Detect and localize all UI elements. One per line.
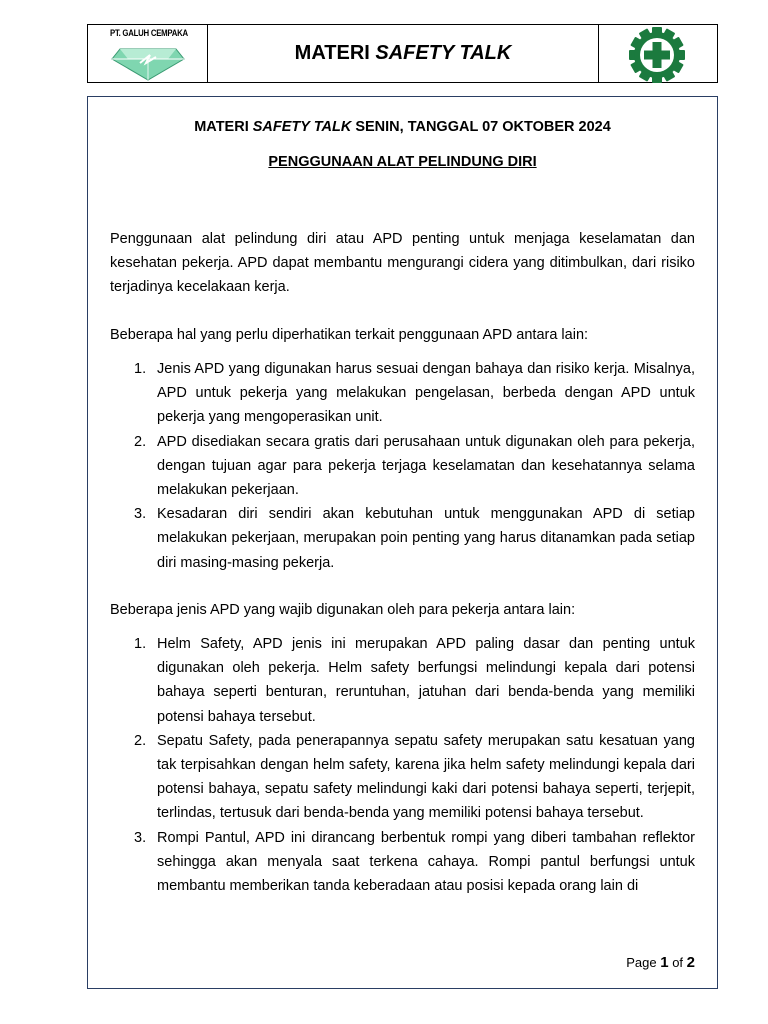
total-pages: 2 [686, 954, 695, 971]
list-item [110, 502, 695, 575]
list-number: 3. [134, 829, 147, 846]
header-title-plain: MATERI [294, 42, 376, 64]
company-logo [88, 25, 208, 82]
list-number: 1. [134, 636, 147, 652]
intro-paragraph: Penggunaan alat pelindung diri atau APD penting untuk menjaga keselamatan dan kesehatan pekerja. APD dapat membantu mengurangi cidera yang ditimbulkan, dari risiko terjadinya kecelakaan kerja. [110, 231, 695, 296]
list-item [110, 430, 695, 503]
list-item [110, 826, 695, 899]
section1-lead: Beberapa hal yang perlu diperhatikan terkait penggunaan APD antara lain: [110, 327, 589, 343]
list-item [110, 632, 695, 729]
document-title [110, 119, 695, 135]
page-word: Page [626, 955, 661, 970]
list-number: 3. [134, 506, 147, 523]
document-subtitle: PENGGUNAAN ALAT PELINDUNG DIRI [268, 154, 537, 170]
list-item [110, 357, 695, 430]
header-title-italic: SAFETY TALK [375, 42, 512, 64]
list-text: Jenis APD yang digunakan harus sesuai dengan bahaya dan risiko kerja. Misalnya, APD untuk pekerja yang melakukan pengelasan, berbeda dengan APD untuk pekerja yang mengoperasikan unit. [157, 361, 695, 426]
list-text: APD disediakan secara gratis dari perusahaan untuk digunakan oleh para pekerja, dengan tujuan agar para pekerja terjaga keselamatan dan kesehatannya selama melakukan pekerjaan. [157, 433, 695, 499]
list-text: Kesadaran diri sendiri akan kebutuhan untuk menggunakan APD di setiap melakukan pekerjaan, merupakan poin penting yang harus ditanamkan pada setiap diri masing-masing pekerja. [157, 506, 695, 571]
list-text: Helm Safety, APD jenis ini merupakan APD paling dasar dan penting untuk digunakan oleh pekerja. Helm safety berfungsi melindungi kepala dari potensi bahaya seperti benturan, reruntuhan, jatuhan dari benda-benda yang memiliki potensi bahaya tersebut. [157, 636, 695, 725]
page-number [626, 954, 695, 971]
list-item [110, 729, 695, 826]
list-text: Rompi Pantul, APD ini dirancang berbentuk rompi yang diberi tambahan reflektor sehingga akan menyala saat terkena cahaya. Rompi pantul berfungsi untuk membantu memberikan tanda keberadaan atau posisi kepada orang lain di [157, 829, 695, 895]
section1-list [110, 357, 695, 575]
title-post: SENIN, TANGGAL 07 OKTOBER 2024 [351, 119, 611, 135]
list-number: 1. [134, 361, 147, 377]
header-title [208, 25, 598, 82]
list-text: Sepatu Safety, pada penerapannya sepatu safety merupakan satu kesatuan yang tak terpisahkan dengan helm safety, karena jika helm safety melindungi kepala dari potensi bahaya, sepatu safety melindungi kaki dari potensi bahaya seperti, terjepit, terlindas, tertusuk dari benda-benda yang memiliki potensi bahaya tersebut. [157, 732, 695, 822]
title-italic: SAFETY TALK [252, 119, 352, 135]
list-number: 2. [134, 732, 147, 749]
document-page [87, 96, 718, 989]
safety-gear-cross-icon [627, 27, 687, 83]
title-pre: MATERI [194, 119, 253, 135]
safety-cross-logo [598, 25, 717, 82]
list-number: 2. [134, 433, 147, 450]
of-word: of [668, 955, 687, 970]
document-header [87, 24, 718, 83]
current-page: 1 [660, 954, 669, 971]
section2-list [110, 632, 695, 898]
company-name: PT. GALUH CEMPAKA [110, 28, 188, 39]
section2-lead: Beberapa jenis APD yang wajib digunakan oleh para pekerja antara lain: [110, 602, 576, 618]
diamond-logo-icon [110, 41, 186, 81]
